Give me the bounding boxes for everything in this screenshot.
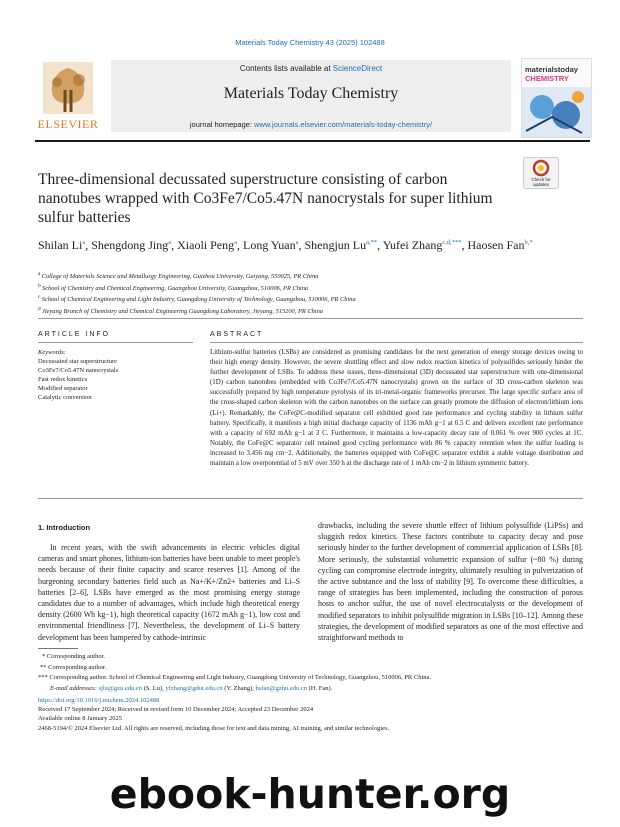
affiliation-marker: c (38, 294, 42, 301)
sciencedirect-link[interactable]: ScienceDirect (332, 64, 383, 73)
author-affiliation-marker[interactable]: b,* (524, 239, 533, 246)
abstract-divider (210, 342, 583, 343)
footnote-corresponding-3: *** Corresponding author. School of Chemical Engineering and Light Industry, Guangdong University of Technology, Guangzhou, 510006, PR China. (38, 674, 432, 681)
affiliation-marker: a (38, 271, 42, 277)
cover-title-line1: materialstoday (525, 65, 578, 74)
keyword-item: Co3Fe7/Co5.47N nanocrystals (38, 367, 119, 374)
email-owner: (S. Lu), (142, 684, 166, 692)
article-info-heading: ARTICLE INFO (38, 331, 111, 338)
affiliation-item (38, 293, 558, 305)
author-affiliation-marker[interactable]: a (295, 239, 299, 246)
affiliations (38, 270, 558, 317)
affiliation-marker: d (38, 306, 42, 313)
emails-label: E-mail addresses: (50, 684, 97, 692)
author-affiliation-marker[interactable]: c,d,*** (442, 239, 462, 246)
keywords-label: Keywords: (38, 349, 66, 356)
check-for-updates-badge[interactable] (523, 157, 559, 189)
publication-info (38, 696, 583, 733)
abstract-bottom-divider (38, 498, 583, 499)
elsevier-logo (35, 60, 101, 132)
email-link[interactable]: hsfan@gzhu.edu.cn (255, 684, 308, 692)
homepage-line (111, 120, 511, 129)
author-affiliation-marker[interactable]: a (168, 239, 172, 246)
contents-line (111, 64, 511, 73)
author-separator: , (461, 238, 468, 252)
email-link[interactable]: sjlu@gzu.edu.cn (98, 684, 143, 692)
doi-link[interactable]: https://doi.org/10.1016/j.mtchem.2024.102488 (38, 697, 160, 704)
article-title: Three-dimensional decussated superstructure consisting of carbon nanotubes wrapped with Co3Fe7/Co5.47N nanocrystals for super lithium sulfur batteries (38, 171, 493, 226)
email-owner: (H. Fan). (307, 684, 333, 692)
journal-cover-thumbnail[interactable] (521, 58, 592, 138)
header-center-band (111, 60, 511, 132)
affiliation-marker: b (38, 282, 42, 289)
email-link[interactable]: yfzhang@gdut.edu.cn (165, 684, 223, 692)
introduction-left-column: In recent years, with the swift advancements in electric vehicles digital cameras and smart phones, lithium-ion batteries have been unable to meet people's needs because of their finite capacity and scarce reserves [1]. Among of the burgeoning secondary batteries field such as Na+/K+/Zn2+ batteries and Li–S batteries [2–6], LSBs have emerged as the most promising energy storage candidates due to a number of advantages, which include high theoretical energy density (2600 Wh kg−1), high theoretical capacity (1672 mAh g−1), low cost and environmental friendliness [7]. Nevertheless, the development of Li–S battery development has been hampered by cathode-intrinsic (38, 543, 300, 642)
cover-title-line2: CHEMISTRY (525, 74, 569, 83)
footnote-corresponding-2: ** Corresponding author. (40, 663, 107, 671)
email-line (38, 684, 583, 695)
author-name[interactable]: Shengdong Jing (91, 238, 169, 252)
author-separator: , (298, 238, 305, 252)
header-divider (35, 140, 590, 142)
affiliation-item (38, 270, 558, 282)
watermark-text: ebook-hunter.org (109, 770, 511, 818)
affiliation-item (38, 305, 558, 317)
affiliation-text: School of Chemical Engineering and Light Industry, Guangdong University of Technology, Guangzhou, 510006, PR China (41, 296, 356, 304)
journal-citation[interactable]: Materials Today Chemistry 43 (2025) 102488 (235, 38, 385, 47)
keyword-item: Catalytic conversion (38, 394, 92, 401)
author-name[interactable]: Long Yuan (243, 238, 296, 252)
journal-title: Materials Today Chemistry (223, 85, 399, 102)
author-separator: , (237, 238, 244, 252)
available-online: Available online 8 January 2025 (38, 715, 122, 723)
affiliations-divider (38, 318, 583, 319)
contents-prefix: Contents lists available at (239, 64, 333, 73)
author-name[interactable]: Yufei Zhang (382, 238, 443, 252)
homepage-link[interactable]: www.journals.elsevier.com/materials-today-chemistry/ (254, 120, 433, 129)
abstract-heading: ABSTRACT (210, 331, 264, 338)
abstract-text: Lithium-sulfur batteries (LSBs) are considered as promising candidates for the next generation of energy storage devices owing to their high energy density. However, the severe shuttling effect and slow redox reaction kinetics of polysulfides seriously hinder the further development of LSBs. To address these issues, three-dimensional (3D) decussated star superstructure with one-dimensional (1D) carbon nanotubes (embedded with Co3Fe7/Co5.47N nanocrystals) grown on the surface of 3D cross-carbon skeleton was successfully prepared by high temperature pyrolysis of its tri-metal-organic frameworks precursor. The large specific surface area of the cross-shaped carbon skeleton with the carbon nanotubes on the surface can greatly promote the diffusion of electron/lithium ions (Li+). Remarkably, the CoFe@C-modified separator cell exhibited good rate performance and cycling stability in lithium sulfur battery. Specifically, it manifests a high initial discharge capacity of 1136 mAh g−1 at 0.5 C and delivers excellent rate performance with a capacity of 692 mAh g−1 at 3 C. Furthermore, it maintains a low-capacity decay rate of 0.061 % over 900 cycles at 1C. Notably, the CoFe@C separator cell retained good cycling performance with 86 % capacity retention when the sulfur loading is increased to 3.456 mg cm−2. Additionally, the batteries equipped with CoFe@C separator exhibit a stable voltage distribution and maintain a low overpotential of 5 mV over 350 h at the discharge rate of 1 mAh cm−2 in lithium symmetric battery. (210, 349, 583, 468)
author-separator: , (85, 238, 92, 252)
keyword-item: Fast redox kinetics (38, 376, 88, 383)
footnotes (38, 652, 583, 694)
author-separator: , (377, 238, 383, 252)
introduction-heading: 1. Introduction (38, 523, 91, 532)
introduction-right-column: drawbacks, including the severe shuttle effect of lithium polysulfide (LiPSs) and sluggish redox kinetics. These factors contribute to capacity decay and pose seriously hinder to the further development of commercial application of LSBs [8]. More seriously, the substantial volumetric expansion of sulfur (~80 %) during cycling can compromise electrode integrity, ultimately resulting in pulverization of the active substance and the loss of stability [9]. To overcome these difficulties, a range of strategies has been implemented, including the construction of porous hosts to anchor sulfur, the use of novel electrocatalysts or the development of modified separators to inhibit polysulfide migration in LSBs [10–12]. Among these strategies, the development of modified separators as one of the most effective and straightforward methods to (318, 521, 583, 643)
affiliation-item (38, 282, 558, 294)
keyword-item: Decussated star superstructure (38, 358, 118, 365)
author-affiliation-marker[interactable]: a,** (366, 239, 378, 246)
keyword-item: Modified separator (38, 385, 88, 392)
author-separator: , (171, 238, 178, 252)
author-name[interactable]: Xiaoli Peng (177, 238, 235, 252)
author-name[interactable]: Shilan Li (38, 238, 83, 252)
author-list (38, 235, 578, 253)
article-info-divider (38, 342, 193, 343)
cover-graphic (522, 87, 591, 137)
author-affiliation-marker[interactable]: a (82, 239, 86, 246)
footnote-divider (38, 648, 78, 649)
author-name[interactable]: Haosen Fan (467, 238, 525, 252)
keywords-block (38, 348, 198, 402)
journal-header (35, 60, 590, 143)
elsevier-wordmark: ELSEVIER (37, 117, 99, 131)
footnote-corresponding-1: * Corresponding author. (42, 653, 106, 660)
homepage-prefix: journal homepage: (189, 120, 255, 129)
received-dates: Received 17 September 2024; Received in revised form 10 December 2024; Accepted 23 December 2024 (38, 706, 314, 714)
check-updates-label: Check for updates (531, 177, 551, 187)
copyright-notice: 2468-5194/© 2024 Elsevier Ltd. All rights are reserved, including those for text and data mining, AI training, and similar technologies. (38, 724, 390, 732)
email-owner: (Y. Zhang), (222, 684, 256, 692)
affiliation-text: Jieyang Branch of Chemistry and Chemical Engineering Guangdong Laboratory, Jieyang, 515200, PR China (42, 308, 323, 316)
affiliation-text: School of Chemistry and Chemical Engineering, Guangzhou University, Guangzhou, 510006, PR China (42, 284, 309, 292)
affiliation-text: College of Materials Science and Metallurgy Engineering, Guizhou University, Guiyang, 550025, PR China (41, 273, 319, 281)
author-affiliation-marker[interactable]: a (234, 239, 238, 246)
author-name[interactable]: Shengjun Lu (304, 238, 367, 252)
